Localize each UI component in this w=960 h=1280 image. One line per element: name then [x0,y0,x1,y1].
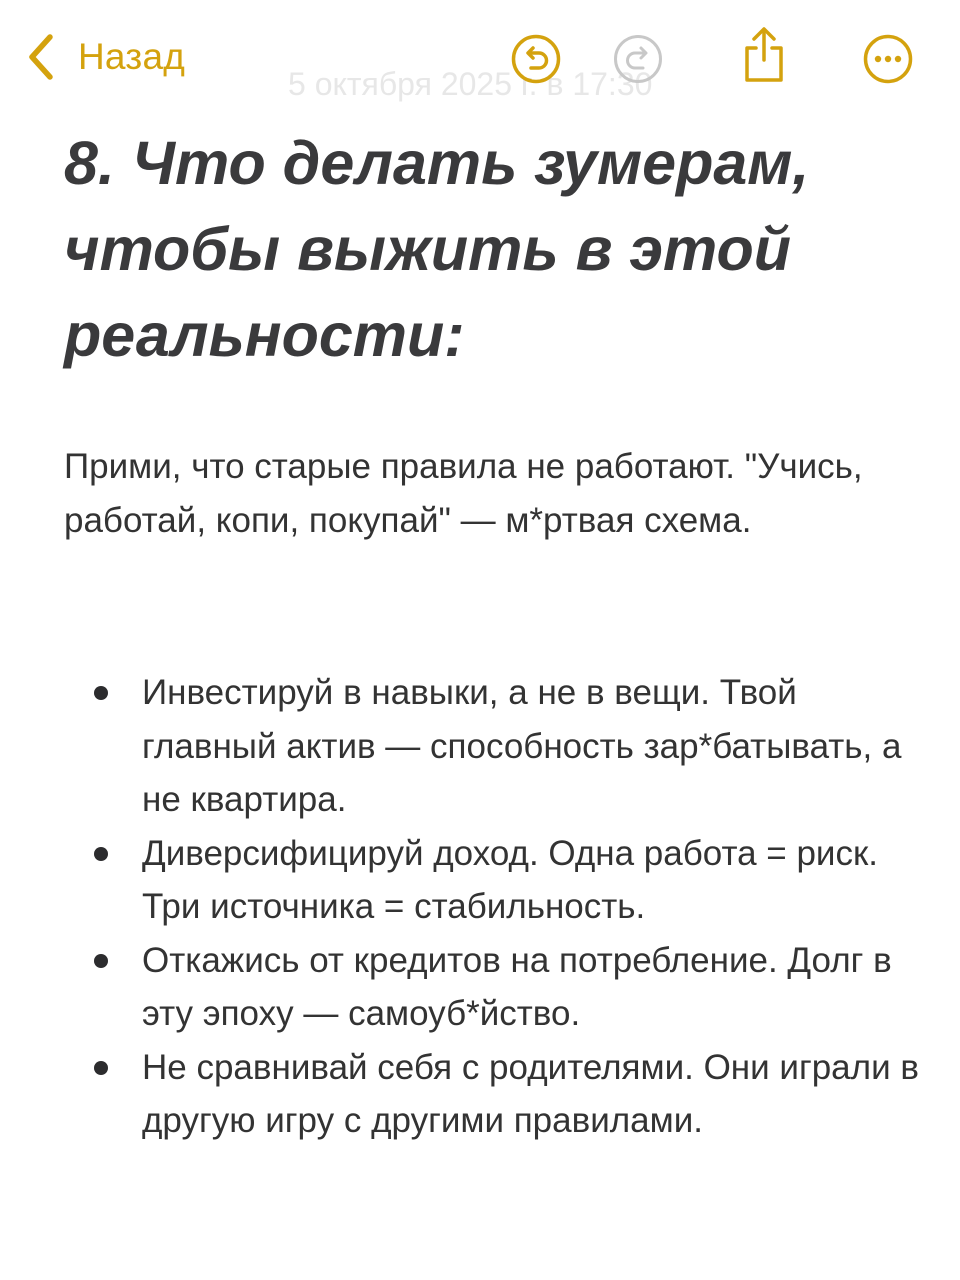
bullet-text: Диверсифицируй доход. Одна работа = риск. Три источника = стабильность. [142,833,879,926]
note-toolbar [0,0,960,110]
redo-icon [612,33,664,85]
share-button[interactable] [740,26,788,84]
note-paragraph[interactable]: Прими, что старые правила не работают. "Учись, работай, копи, покупай" — м*ртвая схема. [64,447,863,540]
more-icon [862,33,914,85]
bullet-dot [94,847,108,861]
undo-icon [510,33,562,85]
bullet-dot [94,686,108,700]
bullet-text: Не сравнивай себя с родителями. Они играли в другую игру с другими правилами. [142,1047,919,1140]
back-button[interactable] [26,30,185,84]
bullet-text: Инвестируй в навыки, а не в вещи. Твой главный актив — способность зар*батывать, а не квартира. [142,673,902,819]
bullet-item[interactable] [64,934,924,1041]
note-title[interactable]: 8. Что делать зумерам, чтобы выжить в этой реальности: [64,129,810,369]
bullet-text: Откажись от кредитов на потребление. Долг в эту эпоху — самоуб*йство. [142,940,892,1033]
bullet-item[interactable] [64,1041,924,1148]
bullet-item[interactable] [64,666,924,827]
bullet-dot [94,1061,108,1075]
note-date: 5 октября 2025 г. в 17:30 [288,66,653,102]
bullet-item[interactable] [64,827,924,934]
bullet-dot [94,954,108,968]
share-icon [740,26,788,84]
more-button[interactable] [862,33,914,85]
chevron-left-icon [26,33,56,81]
redo-button[interactable] [612,33,664,85]
back-button-label: Назад [78,36,186,77]
bullet-list [64,666,924,1148]
undo-button[interactable] [510,33,562,85]
